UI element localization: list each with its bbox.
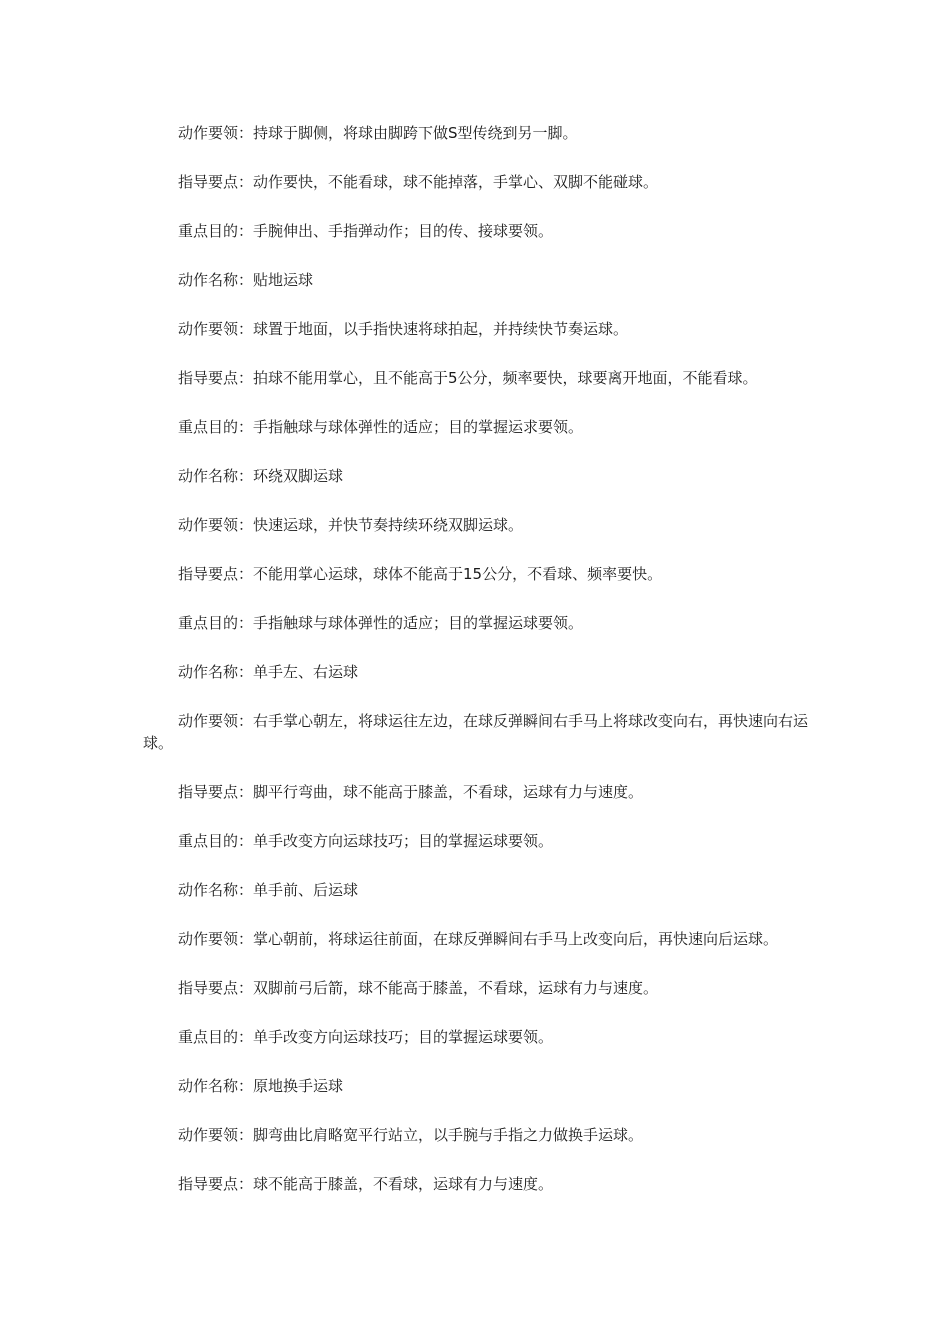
paragraph: 重点目的：单手改变方向运球技巧；目的掌握运球要领。 <box>178 1028 554 1046</box>
paragraph: 动作名称：单手左、右运球 <box>178 663 359 681</box>
paragraph: 指导要点：脚平行弯曲，球不能高于膝盖，不看球，运球有力与速度。 <box>178 783 644 801</box>
paragraph: 动作要领：快速运球，并快节奏持续环绕双脚运球。 <box>178 516 524 534</box>
paragraph: 指导要点：拍球不能用掌心，且不能高于5公分，频率要快，球要离开地面，不能看球。 <box>178 369 758 387</box>
paragraph: 指导要点：动作要快，不能看球，球不能掉落，手掌心、双脚不能碰球。 <box>178 173 659 191</box>
paragraph: 动作要领：掌心朝前，将球运往前面，在球反弹瞬间右手马上改变向后，再快速向后运球。 <box>178 930 779 948</box>
paragraph: 动作要领：右手掌心朝左，将球运往左边，在球反弹瞬间右手马上将球改变向右，再快速向右运球。 <box>143 712 809 752</box>
paragraph: 动作要领：脚弯曲比肩略宽平行站立，以手腕与手指之力做换手运球。 <box>178 1126 644 1144</box>
paragraph: 动作要领：持球于脚侧，将球由脚跨下做S型传绕到另一脚。 <box>178 124 578 142</box>
paragraph: 重点目的：手指触球与球体弹性的适应；目的掌握运求要领。 <box>178 418 584 436</box>
document-body <box>143 122 823 1222</box>
paragraph: 动作名称：环绕双脚运球 <box>178 467 344 485</box>
paragraph: 动作名称：单手前、后运球 <box>178 881 359 899</box>
paragraph: 指导要点：不能用掌心运球，球体不能高于15公分，不看球、频率要快。 <box>178 565 663 583</box>
paragraph: 指导要点：球不能高于膝盖，不看球，运球有力与速度。 <box>178 1175 554 1193</box>
paragraph: 动作名称：贴地运球 <box>178 271 314 289</box>
paragraph: 指导要点：双脚前弓后箭，球不能高于膝盖，不看球，运球有力与速度。 <box>178 979 659 997</box>
paragraph: 重点目的：手腕伸出、手指弹动作；目的传、接球要领。 <box>178 222 554 240</box>
paragraph: 动作名称：原地换手运球 <box>178 1077 344 1095</box>
paragraph: 重点目的：单手改变方向运球技巧；目的掌握运球要领。 <box>178 832 554 850</box>
paragraph: 重点目的：手指触球与球体弹性的适应；目的掌握运球要领。 <box>178 614 584 632</box>
paragraph: 动作要领：球置于地面，以手指快速将球拍起，并持续快节奏运球。 <box>178 320 629 338</box>
